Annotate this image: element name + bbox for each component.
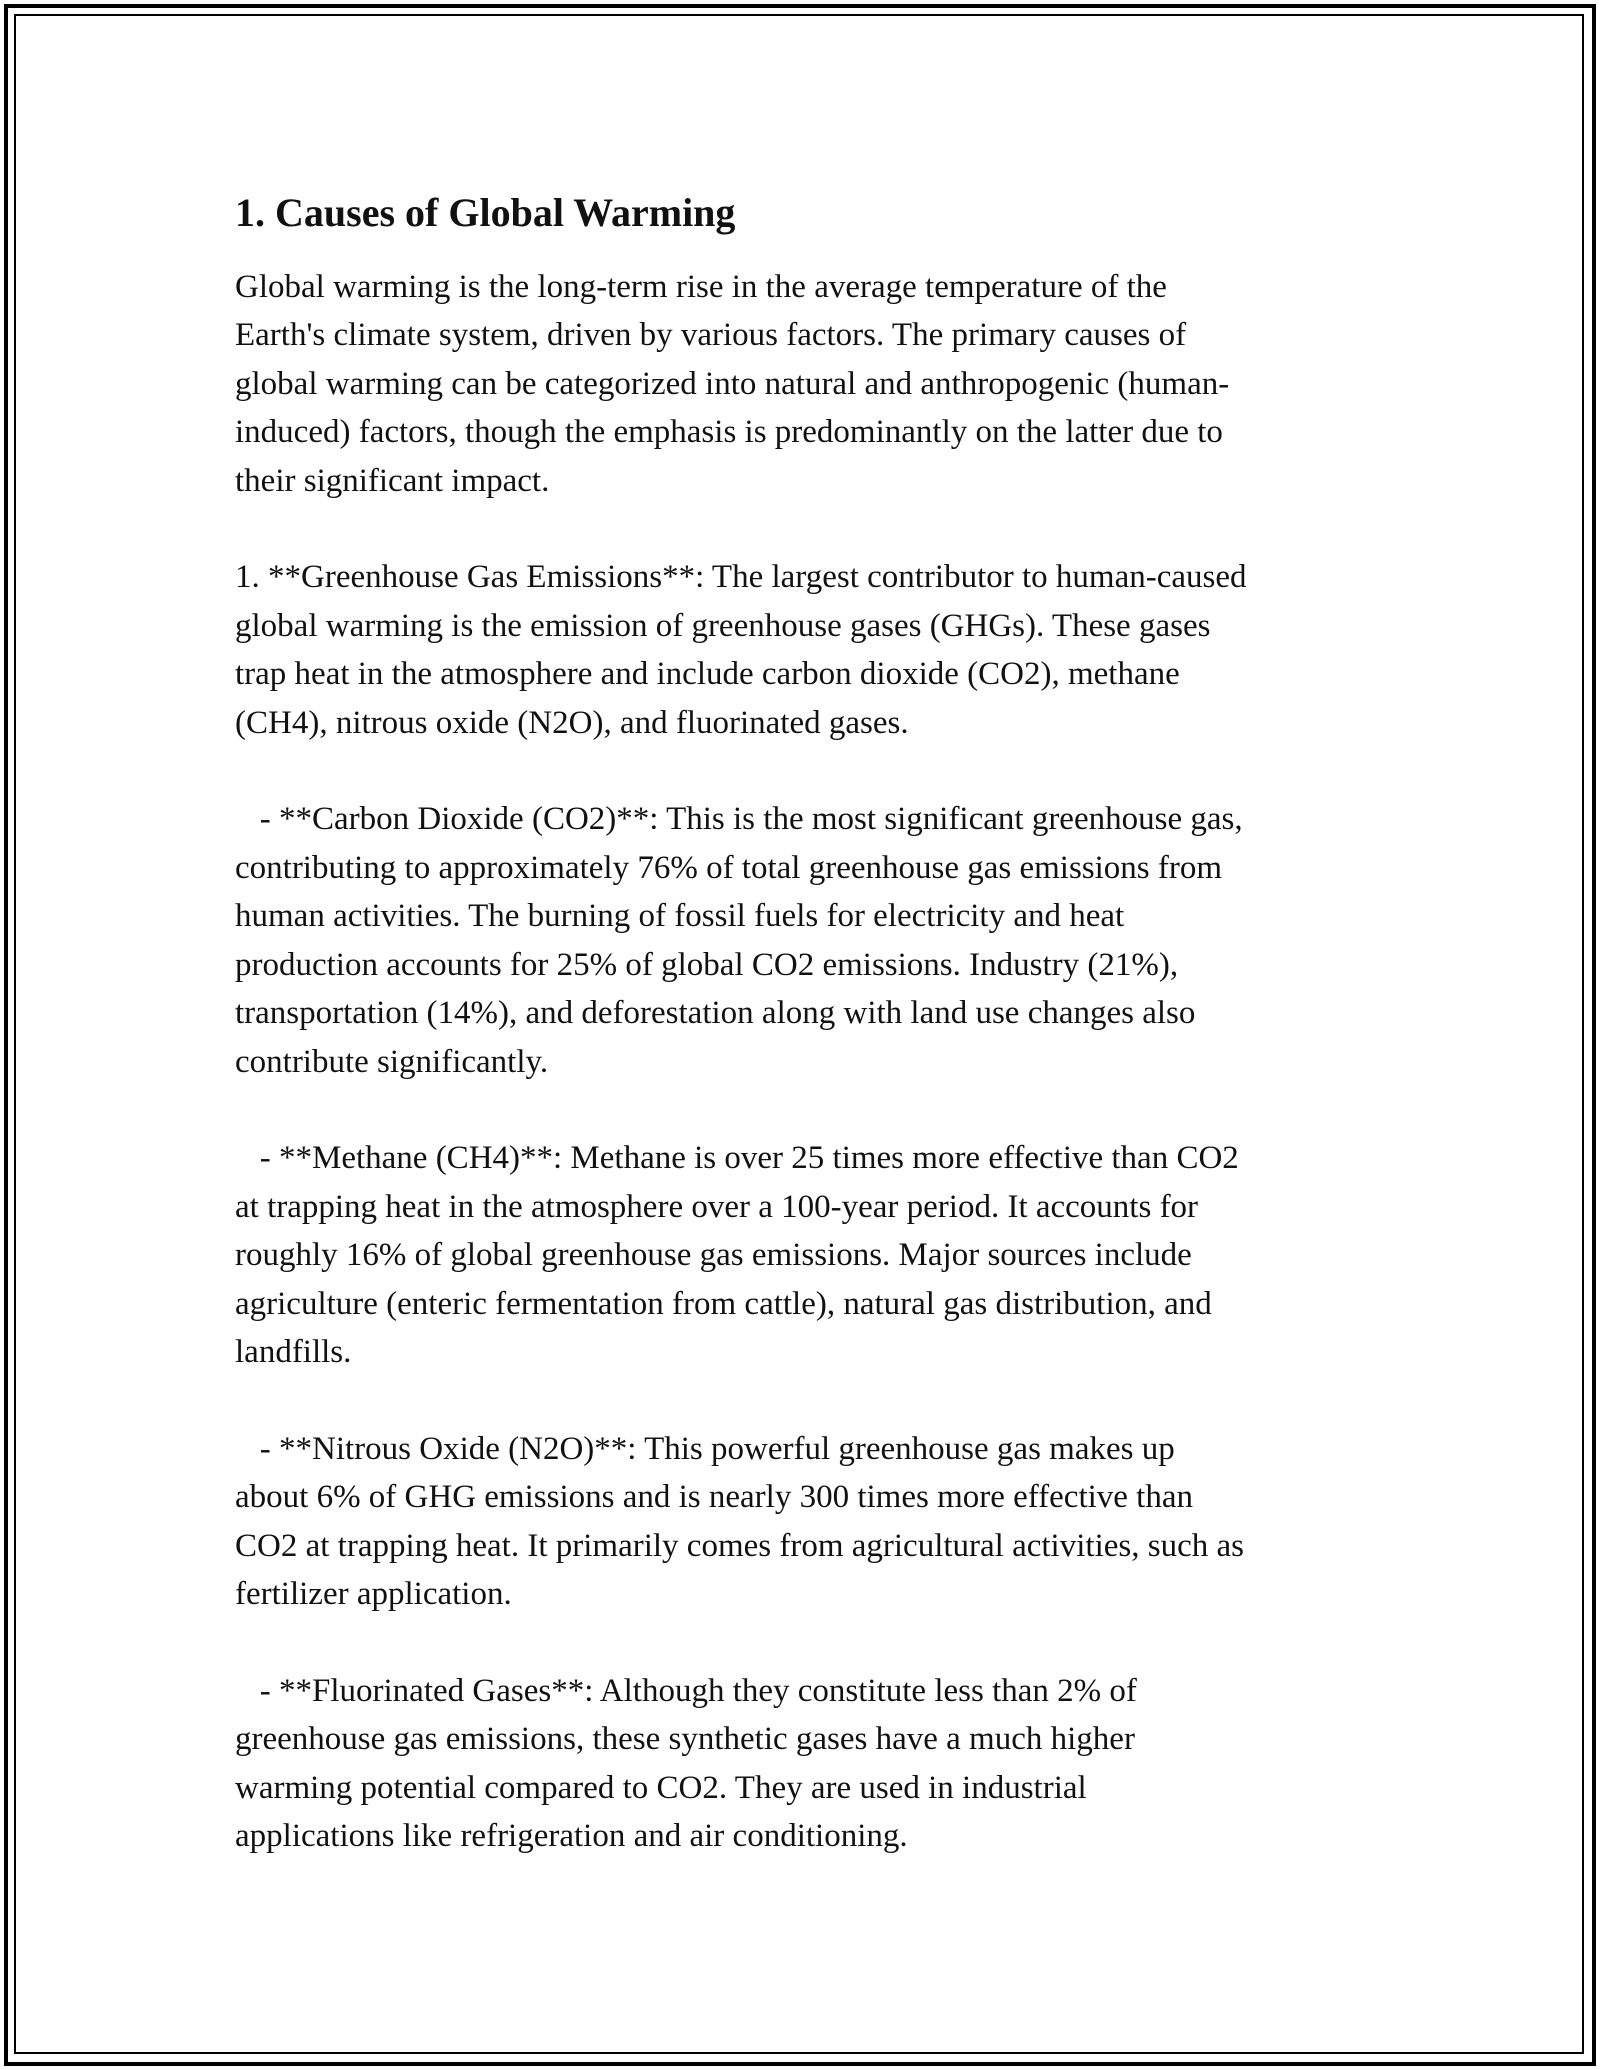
document-content — [235, 185, 1375, 1860]
section-heading: 1. Causes of Global Warming — [235, 190, 736, 235]
body-text: Global warming is the long-term rise in the average temperature of the Earth's climate system, driven by various factors. The primary causes of global warming can be categorized into natural and anthropogenic (human- induced) factors, though the emphasis is predominantly on the latter due to their significant impact. 1. **Greenhouse Gas Emissions**: The largest contributor to human-caused global warming is the emission of greenhouse gases (GHGs). These gases trap heat in the atmosphere and include carbon dioxide (CO2), methane (CH4), nitrous oxide (N2O), and fluorinated gases. - **Carbon Dioxide (CO2)**: This is the most significant greenhouse gas, contributing to approximately 76% of total greenhouse gas emissions from human activities. The burning of fossil fuels for electricity and heat production accounts for 25% of global CO2 emissions. Industry (21%), transportation (14%), and deforestation along with land use changes also contribute significantly. - **Methane (CH4)**: Methane is over 25 times more effective than CO2 at trapping heat in the atmosphere over a 100-year period. It accounts for roughly 16% of global greenhouse gas emissions. Major sources include agriculture (enteric fermentation from cattle), natural gas distribution, and landfills. - **Nitrous Oxide (N2O)**: This powerful greenhouse gas makes up about 6% of GHG emissions and is nearly 300 times more effective than CO2 at trapping heat. It primarily comes from agricultural activities, such as fertilizer application. - **Fluorinated Gases**: Although they constitute less than 2% of greenhouse gas emissions, these synthetic gases have a much higher warming potential compared to CO2. They are used in industrial applications like refrigeration and air conditioning. — [235, 269, 1247, 1854]
